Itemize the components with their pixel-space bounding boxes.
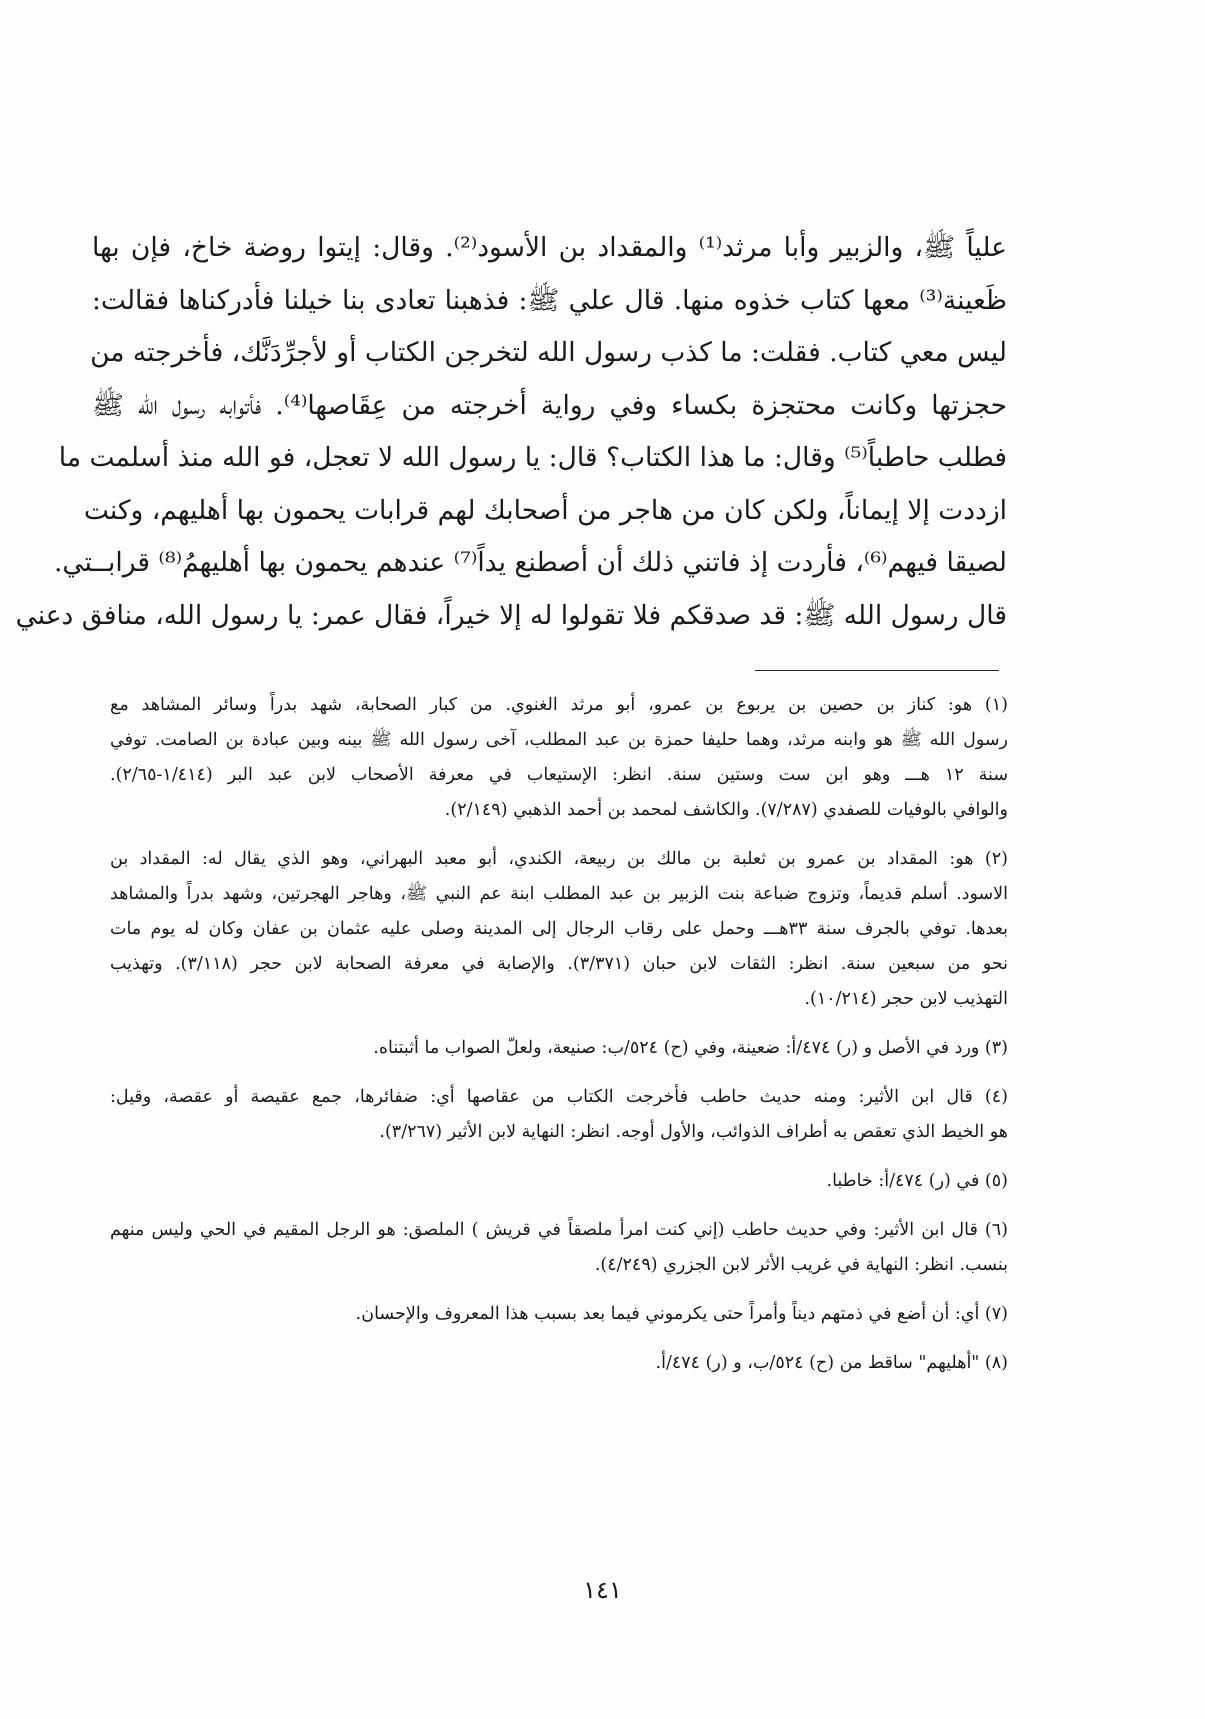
main-text-line: ظَعينة⁽³⁾ معها كتاب خذوه منها. قال علي ﷺ: فذهبنا تعادى بنا خيلنا فأدركناها فقالت: [92, 284, 1007, 316]
page-number: ١٤١ [583, 1576, 622, 1604]
main-text-line: حجزتها وكانت محتجزة بكساء وفي رواية أخرجته من عِقَاصها⁽⁴⁾. فأتوابه رسول الله ﷺ [92, 389, 1007, 421]
footnote-line: بعدها. توفي بالجرف سنة ٣٣هـــ وحمل على رقاب الرجال إلى المدينة وصلى عليه عثمان بن عفان وكان له يوم مات [110, 919, 1008, 939]
footnote-line: هو الخيط الذي تعقص به أطراف الذوائب، والأول أوجه. انظر: النهاية لابن الأثير (٣/٢٦٧). [379, 1122, 1008, 1142]
footnote-line: نحو من سبعين سنة. انظر: الثقات لابن حبان (٣/٣٧١). والإصابة في معرفة الصحابة لابن حجر (٣/١١٨). وتهذيب [110, 954, 1008, 974]
footnote-7 [110, 1297, 1008, 1332]
main-text-line: لصيقا فيهم⁽⁶⁾، فأردت إذ فاتني ذلك أن أصطنع يداً⁽⁷⁾ عندهم يحمون بها أهليهمُ⁽⁸⁾ قرابــتي. [53, 547, 1007, 578]
main-text-line: ازددت إلا إيماناً، ولكن كان من هاجر من أصحابك لهم قرابات يحمون بها أهليهم، وكنت [83, 494, 1007, 526]
footnote-line: سنة ١٢ هـــ وهو ابن ست وستين سنة. انظر: الإستيعاب في معرفة الأصحاب لابن عبد البر (١/٤١٤-٢/٦٥). [110, 765, 1009, 785]
footnotes-block [110, 688, 1008, 1395]
main-text-line: قال رسول الله ﷺ: قد صدقكم فلا تقولوا له إلا خيراً، فقال عمر: يا رسول الله، منافق دعني [15, 599, 1007, 631]
footnote-line: التهذيب لابن حجر (١٠/٢١٤). [804, 989, 1008, 1009]
footnote-line: بنسب. انظر: النهاية في غريب الأثر لابن الجزري (٤/٢٤٩). [594, 1255, 1008, 1275]
footnote-2 [110, 842, 1008, 1017]
footnote-line: رسول الله ﷺ هو وابنه مرثد، وهما حليفا حمزة بن عبد المطلب، آخى رسول الله ﷺ بينه وبين عبادة بن الصامت. توفي [110, 730, 1008, 750]
footnote-line: (٦) قال ابن الأثير: وفي حديث حاطب (إني كنت امرأ ملصقاً في قريش ) الملصق: هو الرجل المقيم في الحي وليس منهم [110, 1220, 1008, 1240]
footnote-8 [110, 1346, 1008, 1381]
footnote-line: الاسود. أسلم قديماً، وتزوج ضباعة بنت الزبير بن عبد المطلب ابنة عم النبي ﷺ، وهاجر الهجرتين، وشهد بدراً والمشاهد [110, 884, 1008, 904]
footnote-5 [110, 1164, 1008, 1199]
footnote-line: والوافي بالوفيات للصفدي (٧/٢٨٧). والكاشف لمحمد بن أحمد الذهبي (٢/١٤٩). [444, 800, 1008, 820]
main-text-line: ليس معي كتاب. فقلت: ما كذب رسول الله لتخرجن الكتاب أو لأجرِّدَنَّك، فأخرجته من [90, 337, 1007, 368]
footnote-line: (٧) أي: أن أضع في ذمتهم ديناً وأمراً حتى يكرموني فيما بعد بسبب هذا المعروف والإحسان. [355, 1304, 1008, 1324]
footnote-line: (٣) ورد في الأصل و (ر) ٤٧٤/أ: ضعينة، وفي (ح) ٥٢٤/ب: صنيعة، ولعلّ الصواب ما أثبتناه. [373, 1038, 1008, 1058]
footnote-1 [110, 688, 1008, 828]
footnote-divider [755, 670, 999, 671]
footnote-6 [110, 1213, 1008, 1283]
main-text-block [15, 222, 1007, 642]
main-text-line: علياً ﷺ، والزبير وأبا مرثد⁽¹⁾ والمقداد بن الأسود⁽²⁾. وقال: إيتوا روضة خاخ، فإن بها [92, 232, 1007, 263]
footnote-line: (٥) في (ر) ٤٧٤/أ: خاطبا. [826, 1171, 1008, 1191]
main-text-line: فطلب حاطباً⁽⁵⁾ وقال: ما هذا الكتاب؟ قال: يا رسول الله لا تعجل، فو الله منذ أسلمت ما [58, 442, 1007, 473]
footnote-line: (٢) هو: المقداد بن عمرو بن ثعلبة بن مالك بن ربيعة، الكندي، أبو معبد البهراني، وهو الذي يقال له: المقداد بن [110, 849, 1008, 869]
footnote-line: (١) هو: كناز بن حصين بن يربوع بن عمرو، أبو مرثد الغنوي. من كبار الصحابة، شهد بدراً وسائر المشاهد مع [110, 695, 1008, 715]
footnote-line: (٤) قال ابن الأثير: ومنه حديث حاطب فأخرجت الكتاب من عقاصها أي: ضفائرها، جمع عقيصة أو عقصة، وقيل: [110, 1087, 1008, 1107]
footnote-line: (٨) "أهليهم" ساقط من (ح) ٥٢٤/ب، و (ر) ٤٧٤/أ. [655, 1353, 1008, 1373]
footnote-4 [110, 1080, 1008, 1150]
footnote-3 [110, 1031, 1008, 1066]
